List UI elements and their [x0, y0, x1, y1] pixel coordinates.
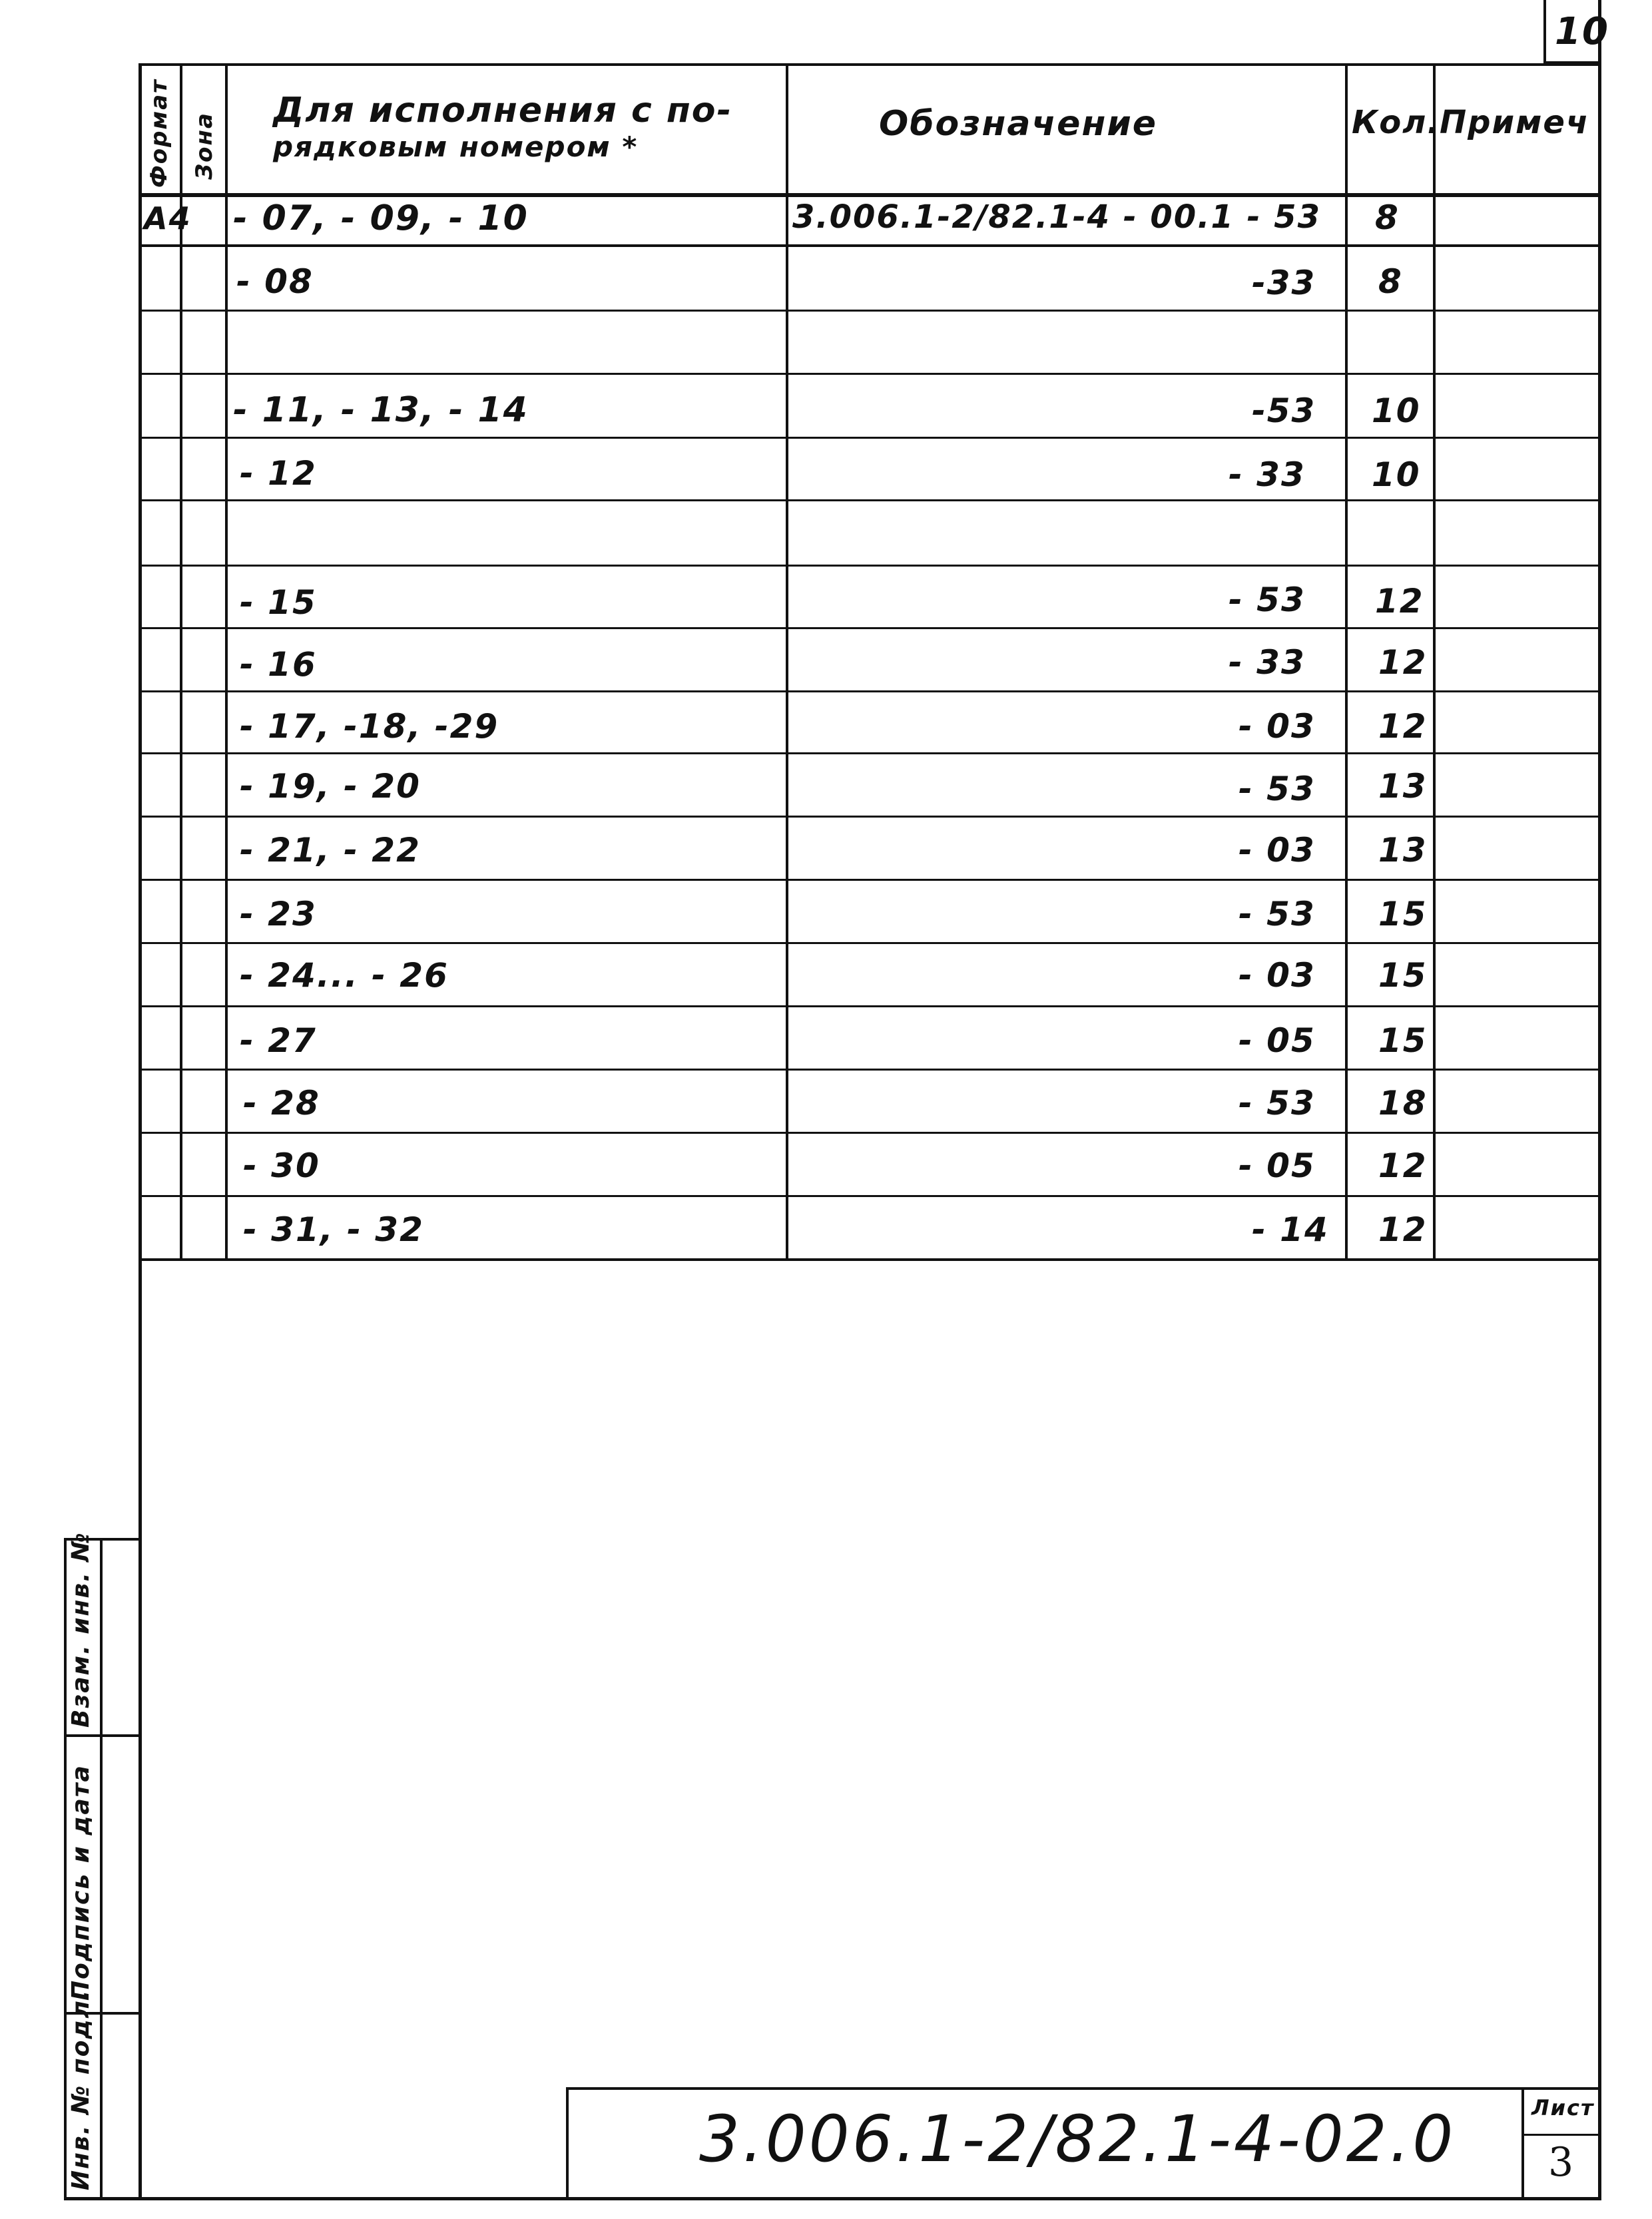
row-qty-cell: 8 — [1375, 198, 1400, 237]
row-designation-cell: - 53 — [1239, 1084, 1316, 1122]
row-designation-cell: 3.006.1-2/82.1-4 - 00.1 - 53 — [792, 198, 1321, 236]
row-designation-cell: -53 — [1252, 391, 1316, 430]
row-separator — [138, 627, 1598, 629]
side-stamp-divider — [100, 1538, 103, 2200]
row-designation-cell: - 33 — [1229, 643, 1306, 682]
row-qty-cell: 10 — [1372, 391, 1421, 430]
side-stamp-inv-orig: Инв. № подл. — [67, 1989, 95, 2190]
row-designation-cell: - 53 — [1229, 581, 1306, 619]
corner-box-left — [1543, 0, 1546, 63]
frame-right-line — [1598, 0, 1601, 2200]
document-code: 3.006.1-2/82.1-4-02.0 — [699, 2102, 1456, 2176]
row-qty-cell: 15 — [1378, 895, 1428, 933]
row-qty-cell: 13 — [1378, 831, 1428, 869]
row-separator — [138, 437, 1598, 439]
frame-bottom-line — [64, 2197, 1601, 2200]
row-designation-cell: - 03 — [1239, 707, 1316, 746]
side-stamp-inv-replace: Взам. инв. № — [67, 1531, 95, 1728]
side-stamp-sep — [64, 1734, 141, 1737]
row-variant-cell: - 17, -18, -29 — [240, 707, 499, 746]
side-stamp-sign-date: Подпись и дата — [67, 1764, 95, 2001]
col-line-designation — [1345, 63, 1348, 1261]
row-variant-cell: - 16 — [240, 645, 317, 684]
row-variant-cell: - 30 — [243, 1146, 320, 1185]
col-line-variant — [786, 63, 788, 1261]
row-variant-cell: - 23 — [240, 895, 317, 933]
row-qty-cell: 15 — [1378, 956, 1428, 995]
row-separator — [138, 499, 1598, 501]
row-designation-cell: - 03 — [1239, 831, 1316, 869]
sheet-number: 3 — [1548, 2139, 1574, 2186]
title-block-left — [566, 2087, 569, 2200]
row-qty-cell: 10 — [1372, 455, 1421, 494]
title-block-top — [566, 2087, 1601, 2090]
row-variant-cell: - 31, - 32 — [243, 1210, 424, 1249]
row-qty-cell: 12 — [1375, 582, 1424, 620]
row-qty-cell: 18 — [1378, 1084, 1428, 1122]
row-variant-cell: - 19, - 20 — [240, 767, 421, 806]
row-designation-cell: - 53 — [1239, 895, 1316, 933]
row-variant-cell: - 27 — [240, 1021, 317, 1060]
row-qty-cell: 12 — [1378, 643, 1428, 682]
row-separator — [138, 1005, 1598, 1007]
row-qty-cell: 12 — [1378, 1146, 1428, 1185]
row-variant-cell: - 24... - 26 — [240, 956, 449, 995]
title-block-sheet-divider — [1521, 2087, 1524, 2200]
row-designation-cell: -33 — [1252, 264, 1316, 302]
header-bottom-line — [138, 193, 1598, 197]
header-designation: Обозначение — [879, 104, 1158, 144]
row-variant-cell: - 07, - 09, - 10 — [233, 198, 529, 238]
row-separator — [138, 690, 1598, 692]
header-variant-line2: рядковым номером * — [273, 130, 639, 163]
header-format: Формат — [146, 79, 172, 188]
header-note: Примеч — [1440, 104, 1589, 141]
row-variant-cell: - 12 — [240, 454, 317, 493]
header-qty: Кол. — [1352, 104, 1441, 141]
row-designation-cell: - 14 — [1252, 1210, 1329, 1249]
row-qty-cell: 12 — [1378, 707, 1428, 746]
row-separator — [138, 1195, 1598, 1197]
row-variant-cell: - 21, - 22 — [240, 831, 421, 869]
side-stamp-left-line — [64, 1538, 67, 2200]
row-separator — [138, 565, 1598, 567]
row-designation-cell: - 03 — [1239, 956, 1316, 995]
title-block-sheet-sep — [1521, 2134, 1601, 2136]
table-bottom-line — [138, 1258, 1598, 1261]
col-line-qty — [1433, 63, 1436, 1261]
row-qty-cell: 8 — [1378, 262, 1403, 301]
row-designation-cell: - 05 — [1239, 1021, 1316, 1060]
col-line-zone — [225, 63, 228, 1261]
row-variant-cell: - 28 — [243, 1084, 320, 1122]
row-separator — [138, 1069, 1598, 1071]
table-top-line — [138, 63, 1598, 66]
row-separator — [138, 1132, 1598, 1134]
row-separator — [138, 879, 1598, 881]
row-designation-cell: - 53 — [1239, 770, 1316, 808]
sheet-label: Лист — [1531, 2095, 1595, 2120]
row-variant-cell: - 08 — [236, 262, 314, 301]
row-separator — [138, 816, 1598, 818]
row-variant-cell: - 11, - 13, - 14 — [233, 390, 529, 430]
header-zone: Зона — [191, 112, 218, 180]
col-line-format — [180, 63, 182, 1261]
row-separator — [138, 310, 1598, 312]
row-format-cell: А4 — [144, 200, 192, 236]
header-variant-line1: Для исполнения с по- — [273, 91, 733, 130]
row-qty-cell: 15 — [1378, 1021, 1428, 1060]
row-separator — [138, 942, 1598, 944]
row-qty-cell: 12 — [1378, 1210, 1428, 1249]
row-designation-cell: - 05 — [1239, 1146, 1316, 1185]
row-designation-cell: - 33 — [1229, 455, 1306, 494]
row-qty-cell: 13 — [1378, 767, 1428, 806]
row-separator — [138, 752, 1598, 754]
row-separator — [138, 373, 1598, 375]
sheet-corner-number: 10 — [1555, 10, 1609, 53]
row-variant-cell: - 15 — [240, 583, 317, 622]
row-separator — [138, 244, 1598, 247]
